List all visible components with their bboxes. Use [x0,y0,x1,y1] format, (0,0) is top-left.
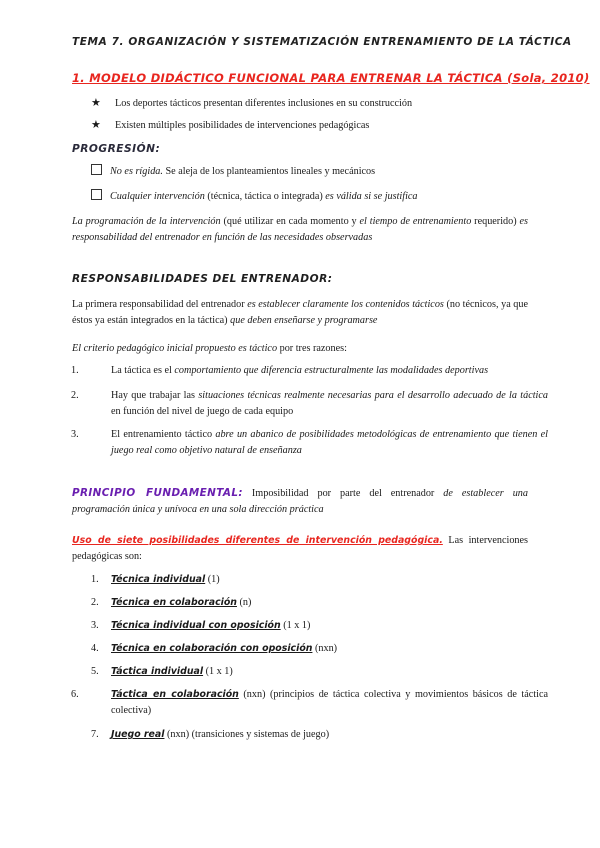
reason-item: 3. El entrenamiento táctico abre un abanico de posibilidades metodológicas de entrenamiento que tienen el juego real como objetivo natural de enseñanza [71,429,548,456]
siete-label: Uso de siete posibilidades diferentes de intervención pedagógica. [72,535,443,546]
intervention-item: 3. Técnica individual con oposición (1 x 1) [91,620,311,631]
reason-item: 2. Hay que trabajar las situaciones técnicas realmente necesarias para el desarrollo adecuado de la táctica en función del nivel de juego de cada equipo [71,390,548,417]
principio-label: PRINCIPIO FUNDAMENTAL: [72,487,243,499]
programacion-paragraph: La programación de la intervención (qué utilizar en cada momento y el tiempo de entrenamiento requerido) es responsabilidad del entrenador en función de las necesidades observadas [72,216,528,243]
progresion-heading: PROGRESIÓN: [72,143,161,155]
principio-paragraph: PRINCIPIO FUNDAMENTAL: Imposibilidad por parte del entrenador de establecer una programación única y unívoca en una sola dirección práctica [72,487,528,515]
checkbox-icon [91,189,102,200]
intervention-item: 6. Táctica en colaboración (nxn) (principios de táctica colectiva y movimientos básicos de táctica colectiva) [71,689,548,716]
section-heading-modelo: 1. MODELO DIDÁCTICO FUNCIONAL PARA ENTRENAR LA TÁCTICA (Sola, 2010) [72,71,590,85]
bullet-item: ★ Los deportes tácticos presentan diferentes inclusiones en su construcción [91,97,413,109]
checkbox-icon [91,164,102,175]
page-title: TEMA 7. ORGANIZACIÓN Y SISTEMATIZACIÓN ENTRENAMIENTO DE LA TÁCTICA [72,36,572,48]
reason-item: 1. La táctica es el comportamiento que diferencia estructuralmente las modalidades deportivas [71,365,489,376]
checkbox-item: No es rígida. Se aleja de los planteamientos lineales y mecánicos [91,164,375,180]
responsabilidades-heading: RESPONSABILIDADES DEL ENTRENADOR: [72,273,333,285]
star-icon: ★ [91,97,101,109]
star-icon: ★ [91,119,101,131]
responsabilidad-paragraph: La primera responsabilidad del entrenador es establecer claramente los contenidos tácticos (no técnicos, ya que éstos ya están integrados en la táctica) que deben enseñarse y programarse [72,299,528,326]
intervention-item: 4. Técnica en colaboración con oposición (nxn) [91,643,338,654]
checkbox-item: Cualquier intervención (técnica, táctica o integrada) es válida si se justifica [91,189,418,205]
criterio-line: El criterio pedagógico inicial propuesto es táctico por tres razones: [72,343,347,354]
intervention-item: 7. Juego real (nxn) (transiciones y sistemas de juego) [91,729,330,740]
intervention-item: 2. Técnica en colaboración (n) [91,597,252,608]
intervention-item: 5. Táctica individual (1 x 1) [91,666,233,677]
siete-paragraph: Uso de siete posibilidades diferentes de intervención pedagógica. Las intervenciones pedagógicas son: [72,535,528,562]
intervention-item: 1. Técnica individual (1) [91,574,220,585]
bullet-item: ★ Existen múltiples posibilidades de intervenciones pedagógicas [91,119,370,131]
